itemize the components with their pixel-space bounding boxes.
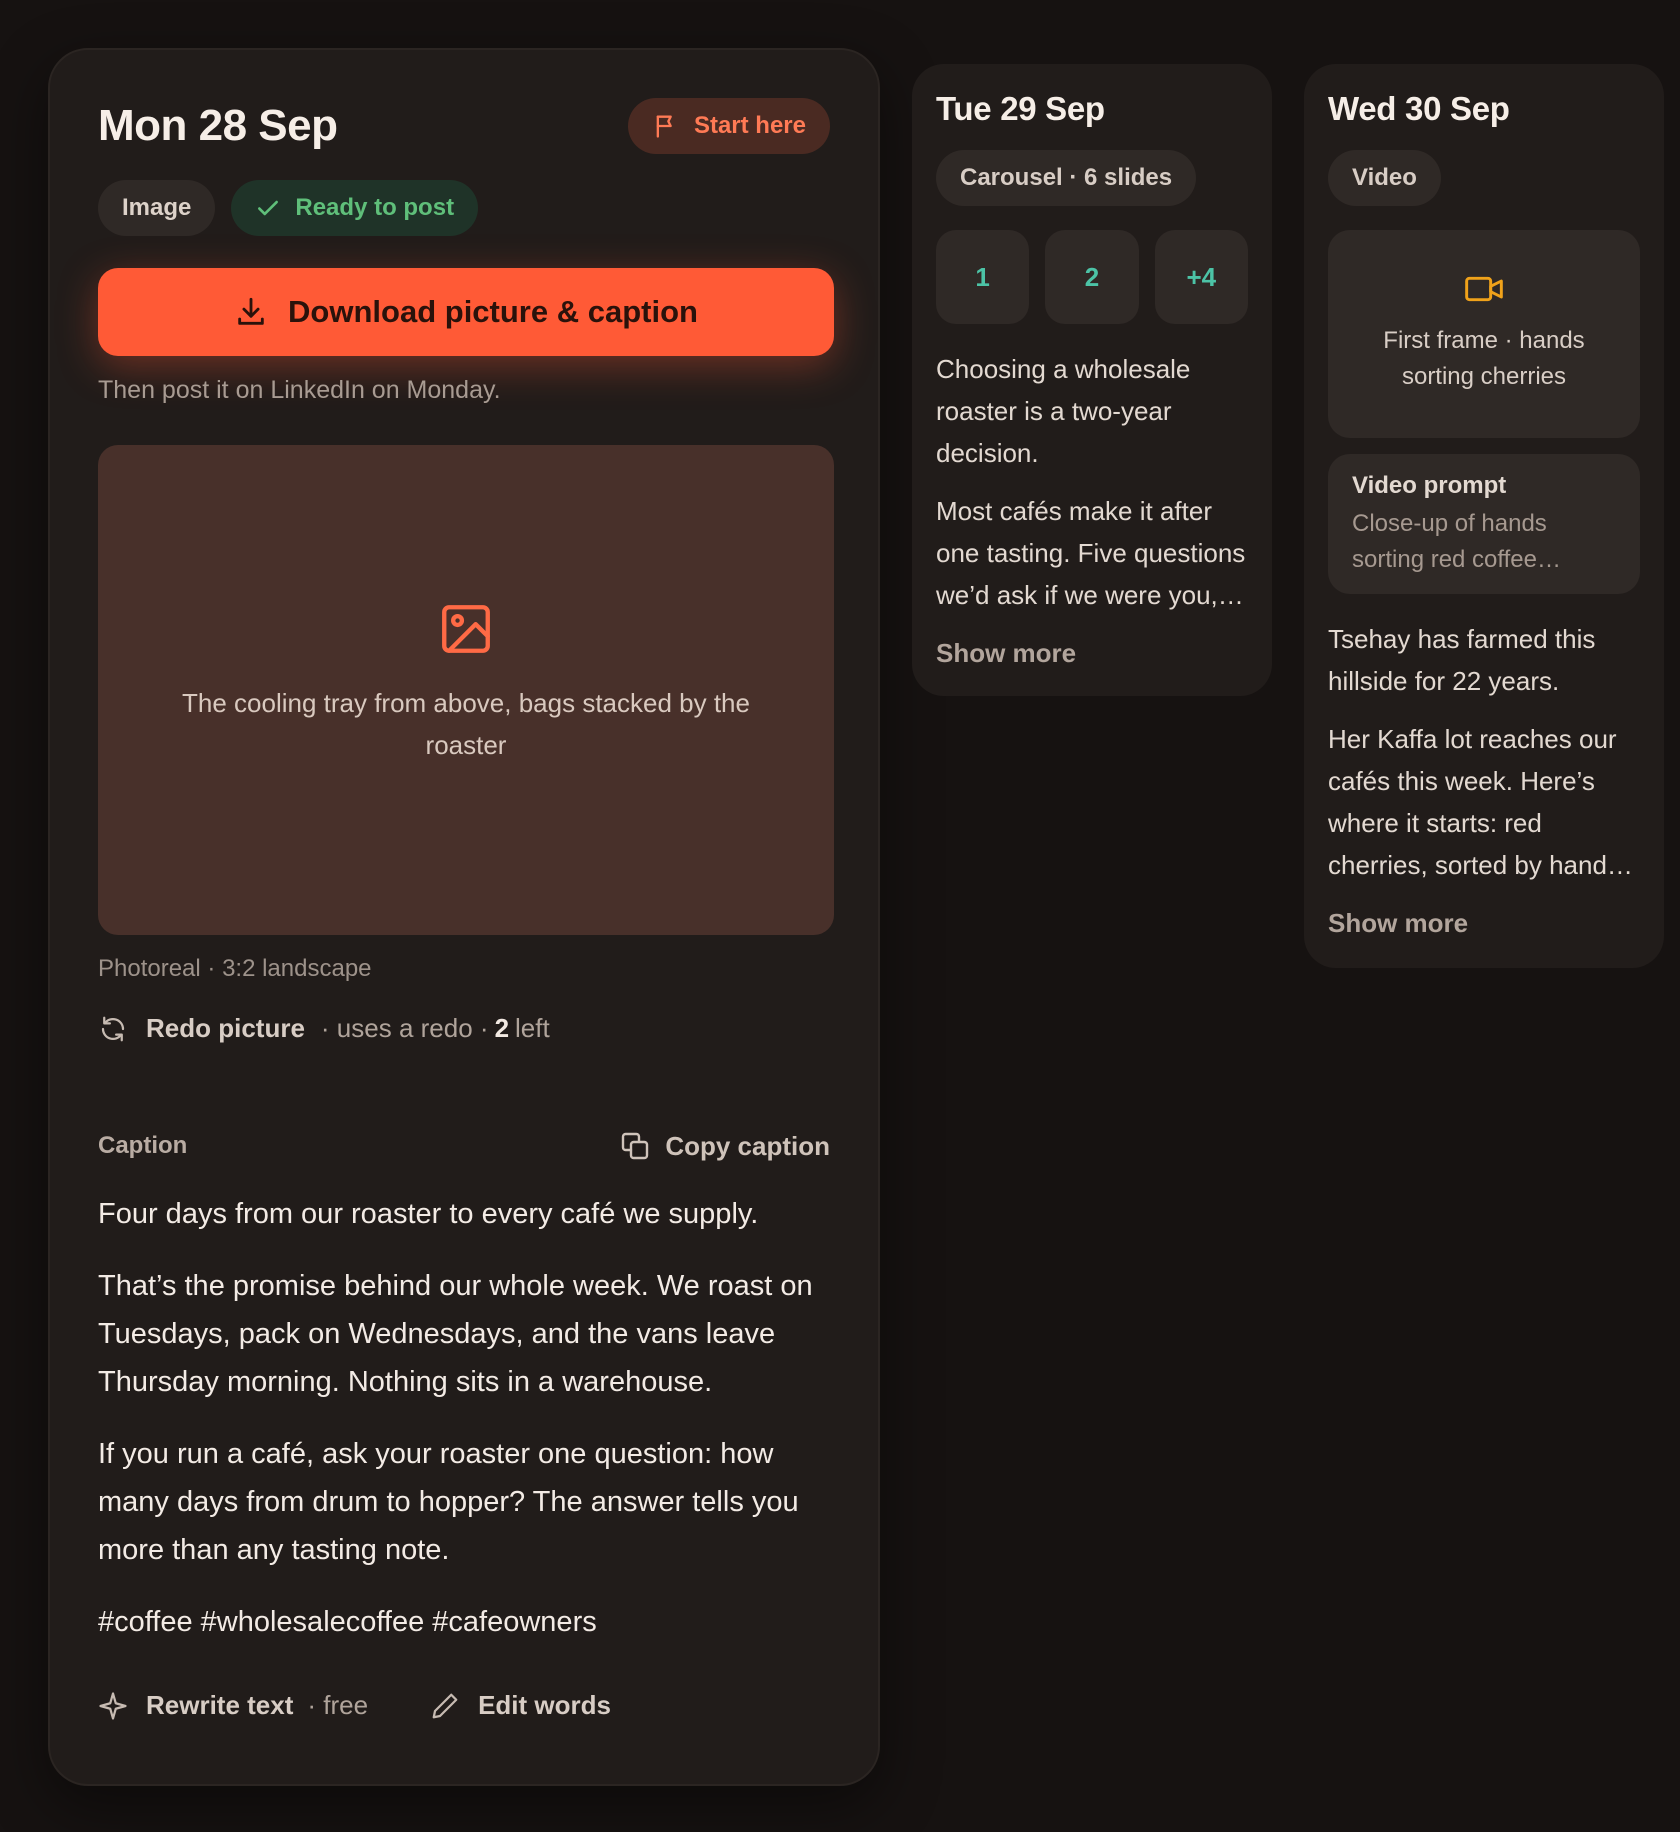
video-prompt-text: Close-up of hands sorting red coffee… (1352, 510, 1562, 573)
copy-caption-button[interactable] (619, 1130, 830, 1162)
refresh-icon (98, 1014, 128, 1044)
download-label: Download picture & caption (288, 294, 698, 329)
start-here-label: Start here (693, 112, 806, 139)
post-text-preview (1328, 618, 1640, 886)
first-frame-description: First frame · hands sorting cherries (1383, 327, 1585, 390)
image-meta: Photoreal · 3:2 landscape (98, 955, 372, 982)
preview-paragraph: Tsehay has farmed this hillside for 22 years. (1328, 624, 1596, 696)
post-text-preview (936, 348, 1248, 616)
caption-paragraph: That’s the promise behind our whole week. We roast on Tuesdays, pack on Wednesdays, and the vans leave Thursday morning. Nothing sits in a warehouse. (98, 1270, 813, 1398)
day-card-tuesday[interactable] (912, 64, 1272, 696)
image-icon (437, 600, 495, 658)
show-more-link[interactable]: Show more (1328, 908, 1469, 938)
rewrite-text-note: · free (307, 1690, 369, 1720)
status-badge (231, 180, 478, 236)
caption-header (98, 1130, 830, 1162)
redo-row (98, 1013, 830, 1044)
caption-hashtags: #coffee #wholesalecoffee #cafeowners (98, 1606, 597, 1638)
image-description: The cooling tray from above, bags stacked by the roaster (182, 688, 750, 760)
copy-icon (619, 1130, 651, 1162)
day-card-monday (48, 48, 880, 1786)
caption-label: Caption (98, 1132, 188, 1159)
redo-suffix: left (515, 1013, 550, 1043)
video-prompt-title: Video prompt (1352, 472, 1507, 499)
more-slides-thumbnail[interactable]: +4 (1155, 230, 1248, 324)
post-type-chip: Carousel · 6 slides (936, 150, 1196, 206)
day-title: Mon 28 Sep (98, 101, 338, 150)
preview-paragraph: Her Kaffa lot reaches our cafés this week. Here’s where it starts: red cherries, sorted by hand… (1328, 724, 1633, 880)
edit-words-button[interactable] (430, 1690, 611, 1721)
download-button[interactable] (98, 268, 834, 356)
slide-thumbnail[interactable]: 2 (1045, 230, 1138, 324)
edit-words-label: Edit words (478, 1690, 611, 1720)
video-first-frame[interactable] (1328, 230, 1640, 438)
copy-caption-label: Copy caption (665, 1130, 830, 1161)
caption-text (98, 1190, 830, 1646)
redo-label: Redo picture (146, 1013, 305, 1043)
caption-paragraph: If you run a café, ask your roaster one question: how many days from drum to hopper? The answer tells you more than any tasting note. (98, 1438, 799, 1566)
redo-note: · uses a redo · (320, 1013, 489, 1043)
caption-paragraph: Four days from our roaster to every café we supply. (98, 1198, 759, 1230)
video-prompt-box[interactable] (1328, 454, 1640, 594)
download-icon (234, 295, 268, 329)
flag-icon (652, 112, 680, 140)
start-here-button[interactable] (628, 98, 830, 154)
sparkle-icon (98, 1691, 128, 1721)
status-label: Ready to post (295, 194, 455, 221)
rewrite-text-label: Rewrite text (146, 1690, 294, 1720)
redo-picture-button[interactable] (98, 1013, 305, 1044)
slide-thumbnails (936, 230, 1248, 324)
rewrite-text-button[interactable] (98, 1690, 368, 1721)
preview-paragraph: Choosing a wholesale roaster is a two-year decision. (936, 354, 1191, 468)
day-title: Tue 29 Sep (936, 90, 1105, 127)
image-placeholder[interactable] (98, 445, 834, 935)
day-card-wednesday[interactable] (1304, 64, 1664, 968)
chip-row (98, 180, 830, 236)
card-header (98, 96, 830, 156)
redo-count: 2 (494, 1013, 510, 1043)
post-type-chip: Image (98, 180, 215, 236)
post-type-chip: Video (1328, 150, 1441, 206)
video-camera-icon (1464, 273, 1504, 305)
slide-thumbnail[interactable]: 1 (936, 230, 1029, 324)
check-icon (255, 195, 281, 221)
post-instruction: Then post it on LinkedIn on Monday. (98, 376, 501, 404)
day-title: Wed 30 Sep (1328, 90, 1510, 127)
show-more-link[interactable]: Show more (936, 638, 1077, 668)
caption-actions (98, 1690, 830, 1721)
pencil-icon (430, 1691, 460, 1721)
preview-paragraph: Most cafés make it after one tasting. Five questions we’d ask if we were you,… (936, 496, 1246, 610)
